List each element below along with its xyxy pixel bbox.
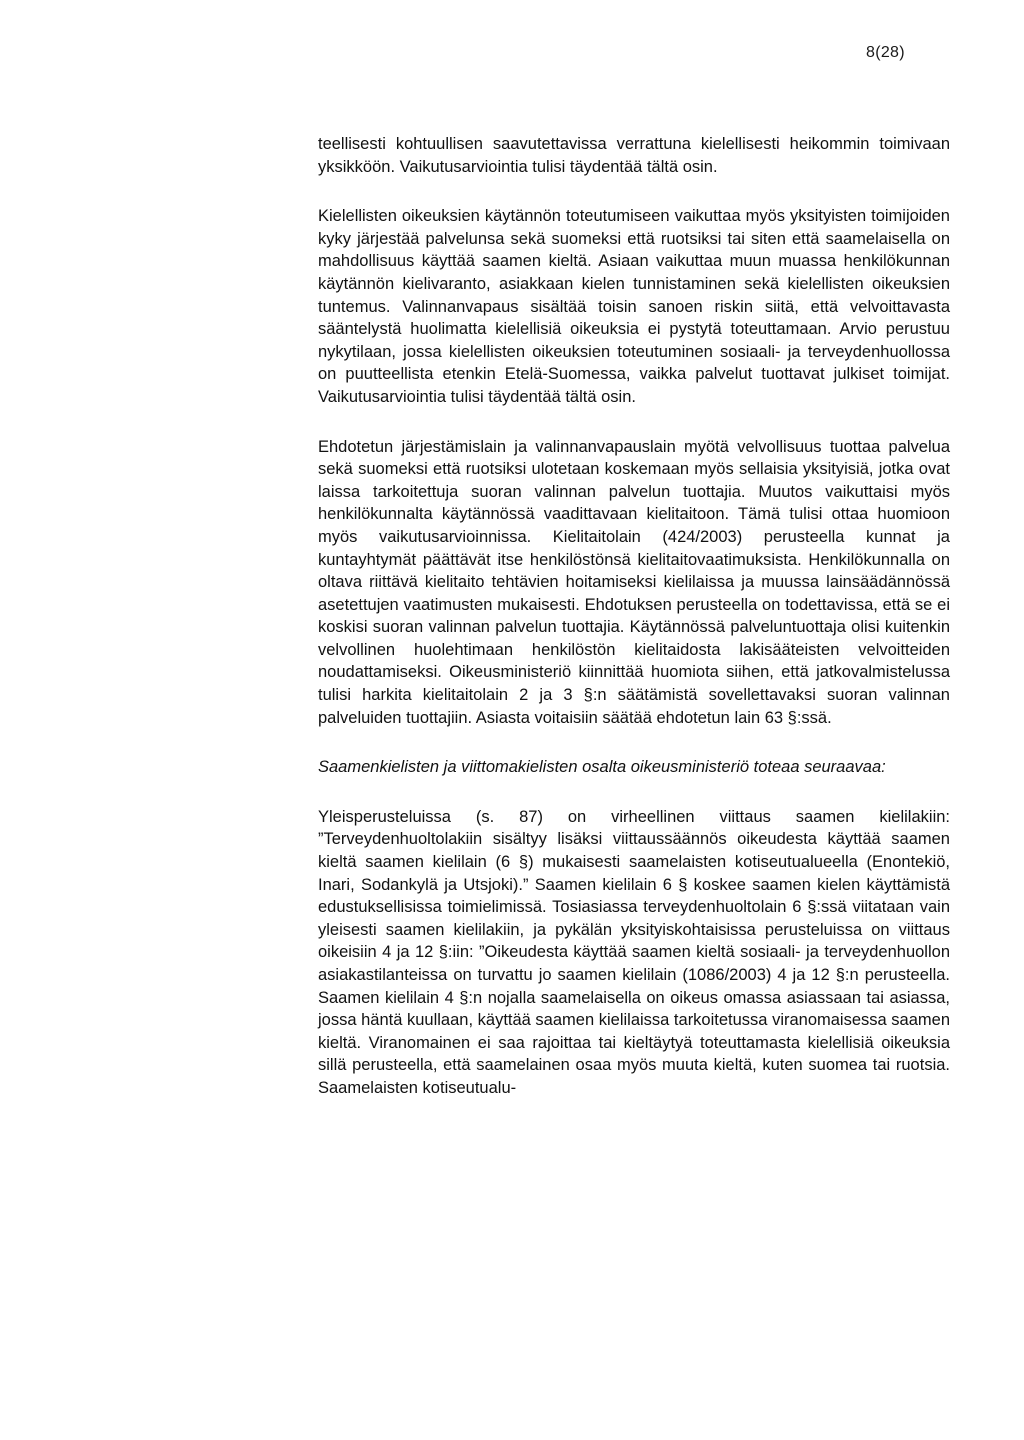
paragraph-3: Ehdotetun järjestämislain ja valinnanvapauslain myötä velvollisuus tuottaa palvelua sekä suomeksi että ruotsiksi ulotetaan koskemaan myös sellaisia yksityisiä, jotka ovat laissa tarkoitettuja suoran valinnan palvelun tuottajia. Muutos vaikuttaisi myös henkilökunnalta käytännössä vaadittavaan kielitaitoon. Tämä tulisi ottaa huomioon myös vaikutusarvioinnissa. Kielitaitolain (424/2003) perusteella kunnat ja kuntayhtymät päättävät itse henkilöstönsä kielitaitovaatimuksista. Henkilökunnalla on oltava riittävä kielitaito tehtävien hoitamiseksi kielilaissa ja muussa lainsäädännössä asetettujen vaatimusten mukaisesti. Ehdotuksen perusteella on todettavissa, että se ei koskisi suoran valinnan palvelun tuottajia. Käytännössä palveluntuottaja olisi kuitenkin velvollinen huolehtimaan henkilöstön kielitaidosta lakisääteisten velvoitteiden noudattamiseksi. Oikeusministeriö kiinnittää huomiota siihen, että jatkovalmistelussa tulisi harkita kielitaitolain 2 ja 3 §:n säätämistä sovellettavaksi suoran valinnan palveluiden tuottajiin. Asiasta voitaisiin säätää ehdotetun lain 63 §:ssä.	[318, 437, 950, 727]
document-body	[318, 133, 950, 1100]
section-heading: Saamenkielisten ja viittomakielisten osalta oikeusministeriö toteaa seuraavaa:	[318, 758, 886, 777]
paragraph-4: Yleisperusteluissa (s. 87) on virheellinen viittaus saamen kielilakiin: ”Terveydenhuoltolakiin sisältyy lisäksi viittaussäännös oikeudesta käyttää saamen kieltä saamen kielilain (6 §) mukaisesti saamelaisten kotiseutualueella (Enontekiö, Inari, Sodankylä ja Utsjoki).” Saamen kielilain 6 § koskee saamen kielen käyttämistä edustuksellisissa toimielimissä. Tosiasiassa terveydenhuoltolain 6 §:ssä viitataan vain yleisesti saamen kielilakiin, ja pykälän yksityiskohtaisissa perusteluissa on viittaus oikeisiin 4 ja 12 §:iin: ”Oikeudesta käyttää saamen kieltä sosiaali- ja terveydenhuollon asiakastilanteissa on turvattu jo saamen kielilain (1086/2003) 4 ja 12 §:n perusteella. Saamen kielilain 4 §:n nojalla saamelaisella on oikeus omassa asiassaan tai asiassa, jossa häntä kuullaan, käyttää saamen kielilaissa tarkoitetussa viranomaisessa saamen kieltä. Viranomainen ei saa rajoittaa tai kieltäytyä toteuttamasta kielellisiä oikeuksia sillä perusteella, että saamelainen osaa myös muuta kieltä, kuten suomea tai ruotsia. Saamelaisten kotiseutualu-	[318, 807, 950, 1097]
paragraph-1: teellisesti kohtuullisen saavutettavissa verrattuna kielellisesti heikommin toimivaan yksikköön. Vaikutusarviointia tulisi täydentää tältä osin.	[318, 135, 950, 176]
paragraph-2: Kielellisten oikeuksien käytännön toteutumiseen vaikuttaa myös yksityisten toimijoiden kyky järjestää palvelunsa sekä suomeksi että ruotsiksi tai siten että saamelaisella on mahdollisuus käyttää saamen kieltä. Asiaan vaikuttaa muun muassa henkilökunnan käytännön kielivaranto, asiakkaan kielen tunnistaminen sekä kielellisten oikeuksien tuntemus. Valinnanvapaus sisältää toisin sanoen riskin siitä, että velvoittavasta sääntelystä huolimatta kielellisiä oikeuksia ei pystytä toteuttamaan. Arvio perustuu nykytilaan, jossa kielellisten oikeuksien toteutuminen sosiaali- ja terveydenhuollossa on puutteellista etenkin Etelä-Suomessa, vaikka palvelut tuottavat julkiset toimijat. Vaikutusarviointia tulisi täydentää tältä osin.	[318, 207, 950, 406]
page-number: 8(28)	[866, 44, 905, 61]
